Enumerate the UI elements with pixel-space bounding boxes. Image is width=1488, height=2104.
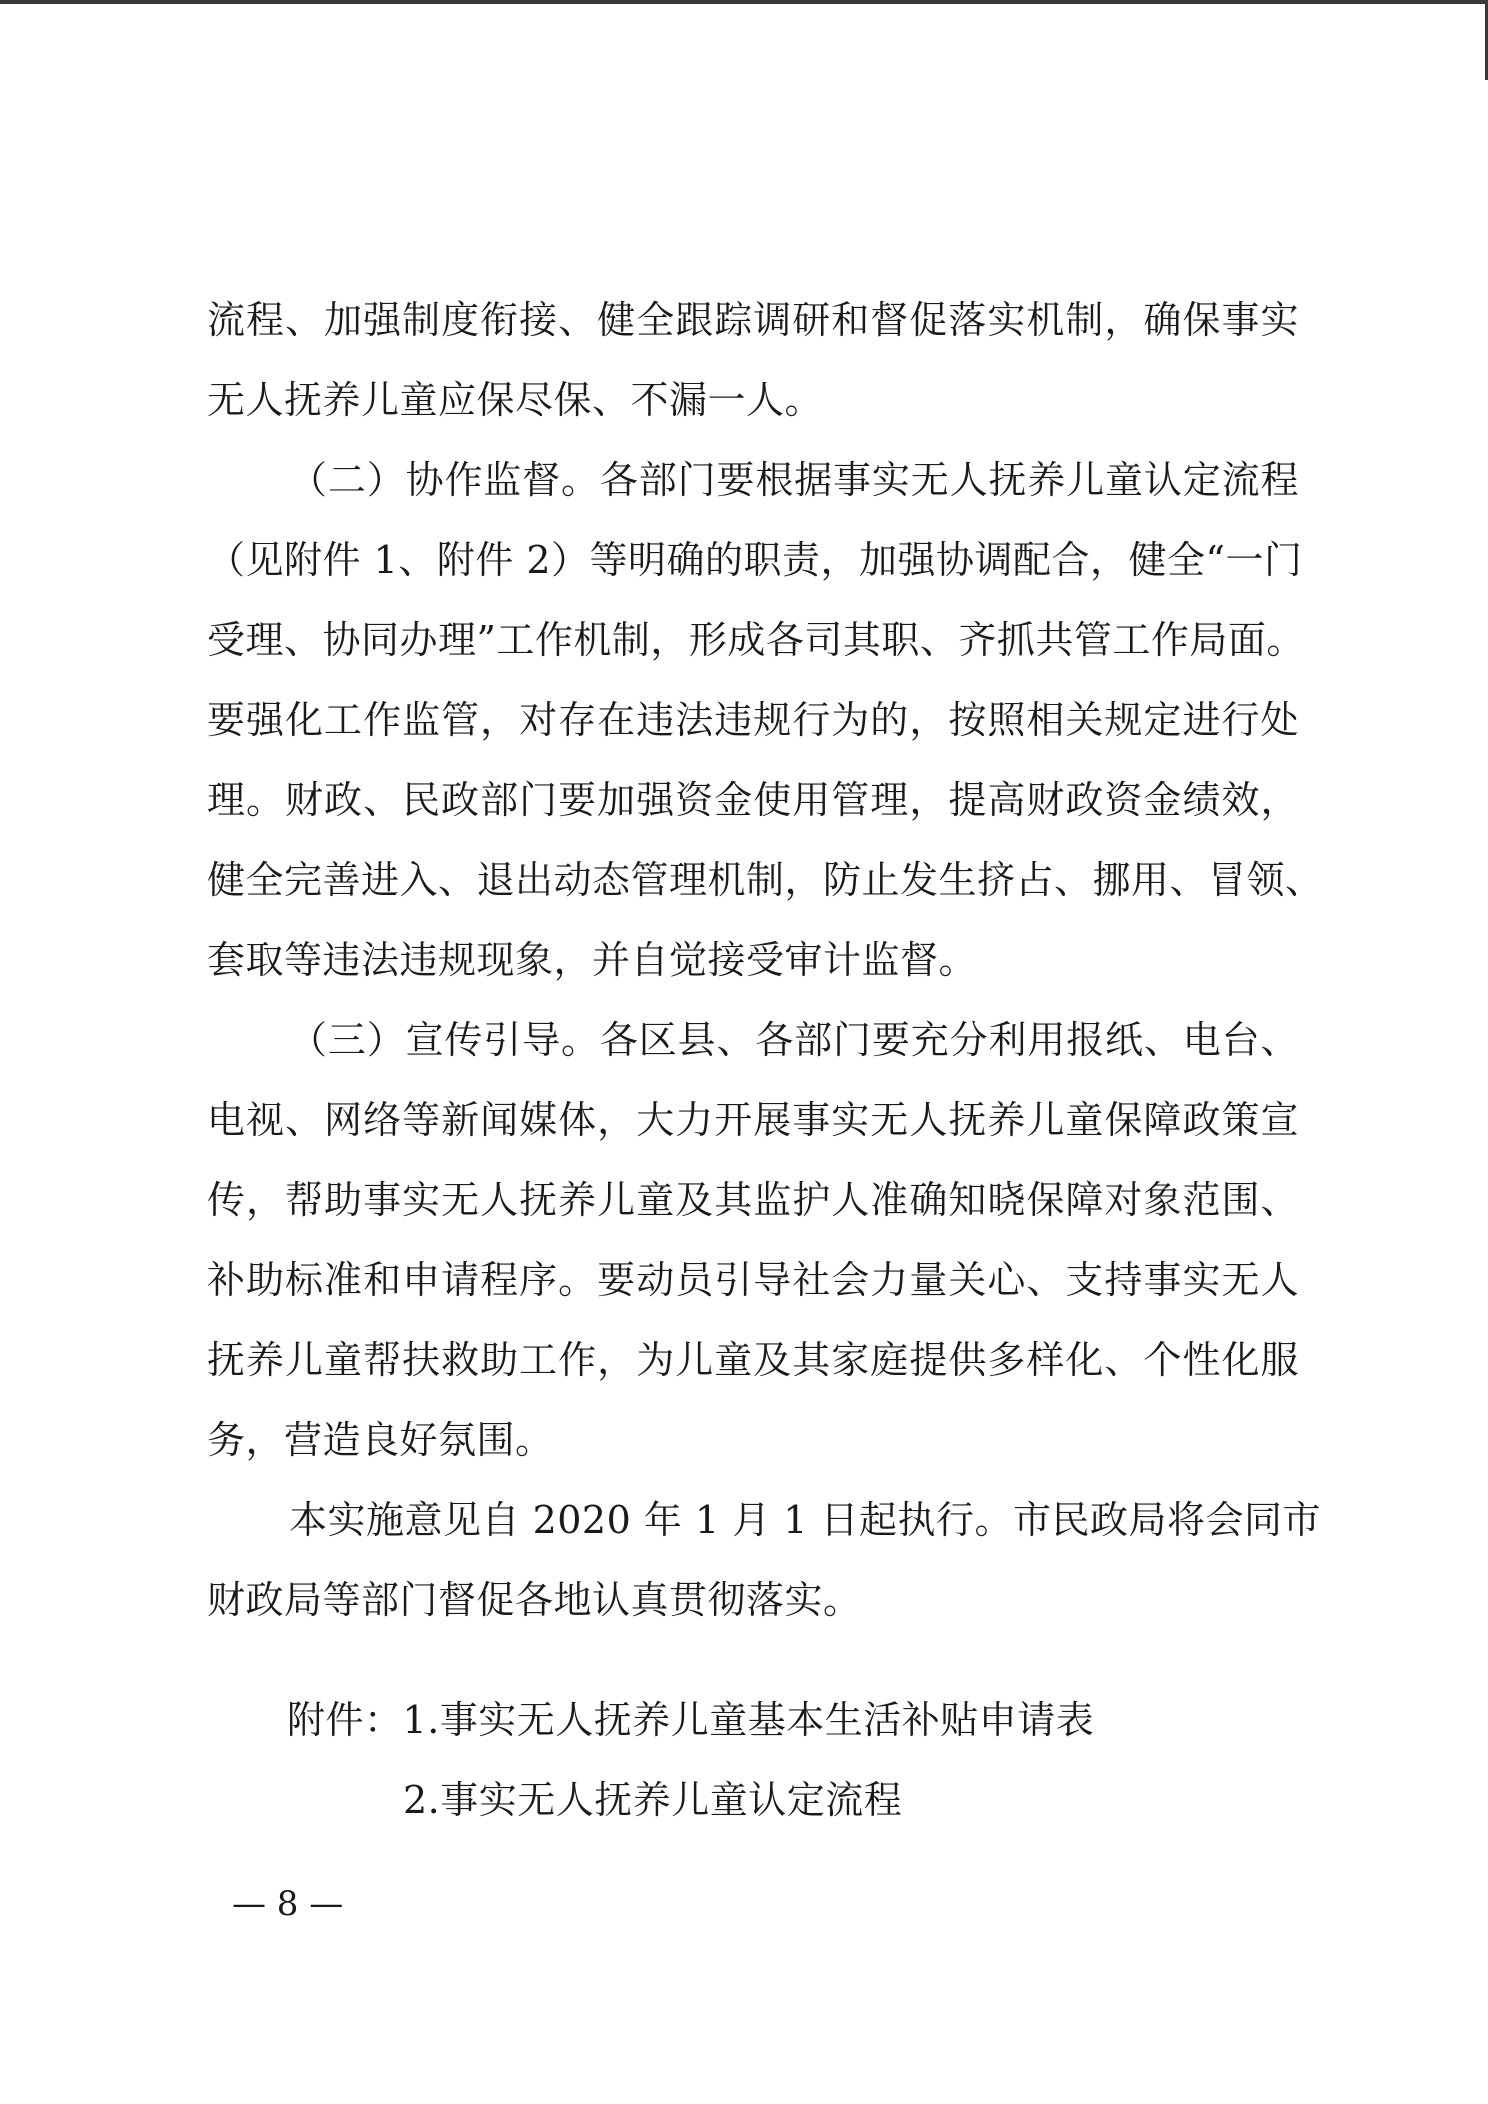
paragraph-spacer xyxy=(207,1640,1299,1680)
text-line: 电视、网络等新闻媒体，大力开展事实无人抚养儿童保障政策宣 xyxy=(207,1098,1299,1142)
attachment-item: 1.事实无人抚养儿童基本生活补贴申请表 xyxy=(402,1698,1095,1742)
section-heading-line: （三）宣传引导。各区县、各部门要充分利用报纸、电台、 xyxy=(289,1018,1299,1062)
text-line: 套取等违法违规现象，并自觉接受审计监督。 xyxy=(207,938,978,982)
attachment-line xyxy=(207,1680,1299,1760)
text-line: 流程、加强制度衔接、健全跟踪调研和督促落实机制，确保事实 xyxy=(207,298,1299,342)
text-line: （见附件 1、附件 2）等明确的职责，加强协调配合，健全“一门 xyxy=(207,538,1303,582)
text-line: 财政局等部门督促各地认真贯彻落实。 xyxy=(207,1578,862,1622)
page-number: — 8 — xyxy=(232,1884,344,1924)
text-line: 理。财政、民政部门要加强资金使用管理，提高财政资金绩效， xyxy=(207,778,1299,822)
top-border-line xyxy=(0,0,1488,4)
text-line: 本实施意见自 2020 年 1 月 1 日起执行。市民政局将会同市 xyxy=(289,1498,1322,1542)
text-line: 无人抚养儿童应保尽保、不漏一人。 xyxy=(207,378,824,422)
text-line: 要强化工作监管，对存在违法违规行为的，按照相关规定进行处 xyxy=(207,698,1299,742)
attachment-label: 附件： xyxy=(287,1698,403,1742)
section-heading-line: （二）协作监督。各部门要根据事实无人抚养儿童认定流程 xyxy=(289,458,1299,502)
text-line: 务，营造良好氛围。 xyxy=(207,1418,554,1462)
document-body xyxy=(207,280,1324,1840)
text-line: 抚养儿童帮扶救助工作，为儿童及其家庭提供多样化、个性化服 xyxy=(207,1338,1299,1382)
text-line: 传，帮助事实无人抚养儿童及其监护人准确知晓保障对象范围、 xyxy=(207,1178,1299,1222)
text-line: 健全完善进入、退出动态管理机制，防止发生挤占、挪用、冒领、 xyxy=(207,858,1324,902)
attachment-item: 2.事实无人抚养儿童认定流程 xyxy=(403,1778,903,1822)
text-line: 补助标准和申请程序。要动员引导社会力量关心、支持事实无人 xyxy=(207,1258,1299,1302)
text-line: 受理、协同办理”工作机制，形成各司其职、齐抓共管工作局面。 xyxy=(207,618,1305,662)
